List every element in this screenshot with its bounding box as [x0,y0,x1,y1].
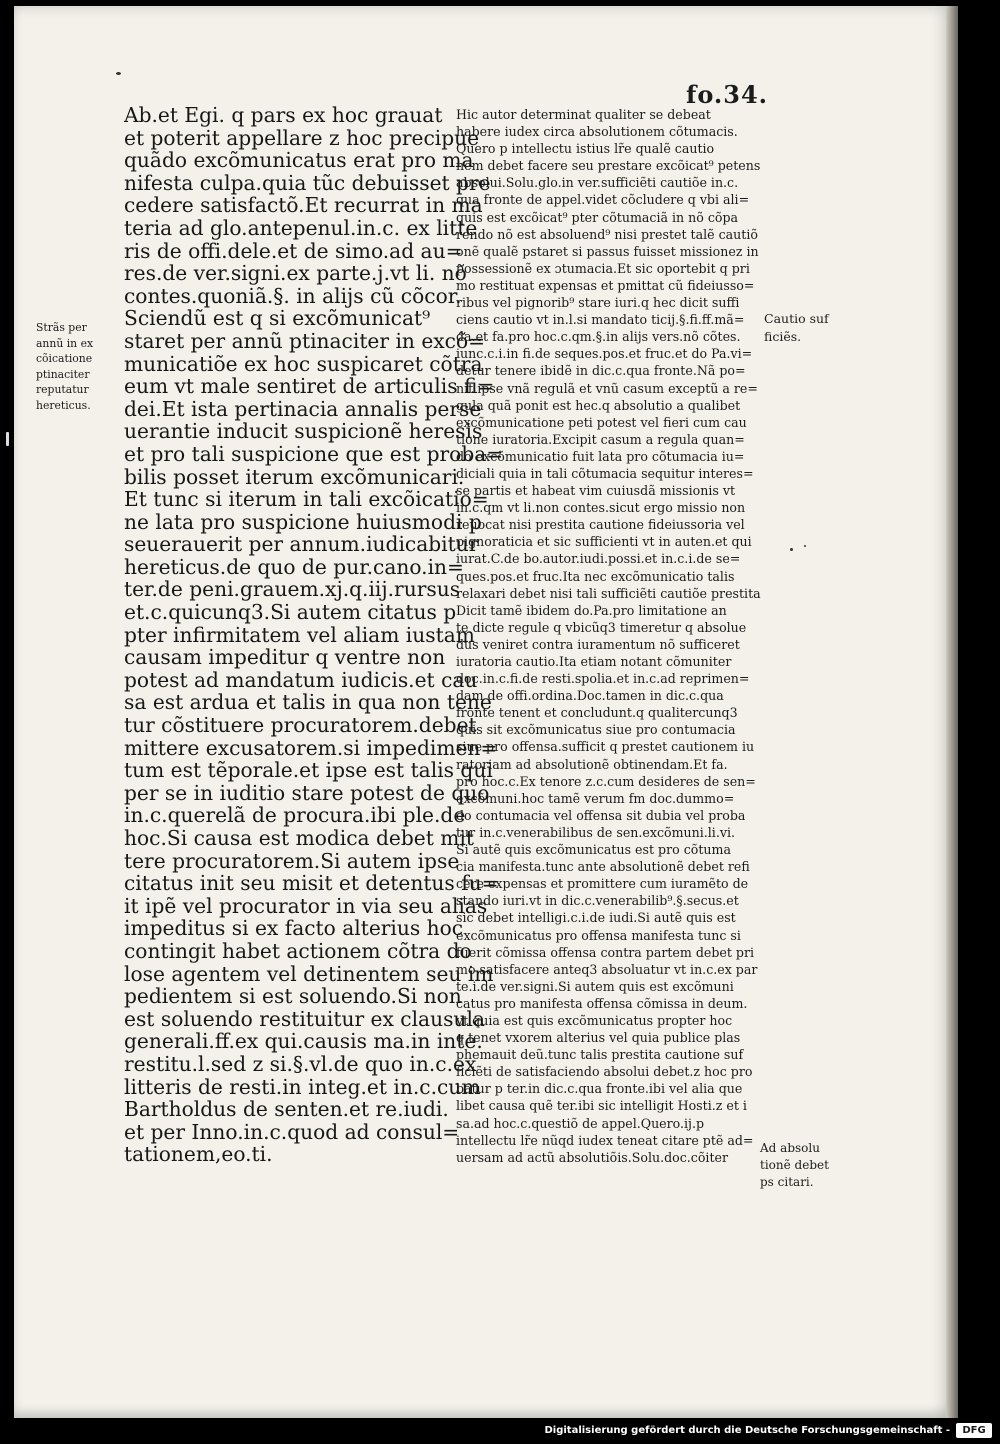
text-line: causam impeditur q ventre non [124,645,446,670]
text-line: sic debet intelligi.c.i.de iudi.Si autẽ quis est [456,910,736,926]
text-line: Si autẽ quis excõmunicatus est pro cõtuma [456,842,731,858]
text-line: sa est ardua et talis in qua non tene [124,690,492,715]
text-line: nem debet facere seu prestare excõicat⁹ petens [456,158,761,174]
text-line: contes.quoniã.§. in alijs cũ cõcor. [124,283,462,308]
right-column-text [456,106,761,1166]
margin-note-line: ps citari. [760,1175,814,1189]
text-line: eum vt male sentiret de articulis fi= [124,374,495,399]
text-line: tur in.c.venerabilibus de sen.excõmuni.li.vi. [456,824,735,840]
ink-speck [790,548,793,551]
text-line: intellectu lr̃e nũqd iudex teneat citare ptẽ ad= [456,1132,754,1148]
text-line: tum est tẽporale.et ipse est talis qui [124,758,493,783]
text-line: sa.ad hoc.c.questiõ de appel.Quero.ij.p [456,1115,705,1131]
funding-credit: Digitalisierung gefördert durch die Deutsche Forschungsgemeinschaft - [544,1425,950,1436]
text-line: da.et fa.pro hoc.c.qm.§.in alijs vers.nõ cõtes. [456,329,741,345]
text-line: cedere satisfactõ.Et recurrat in ma [124,193,483,218]
text-line: Hic autor determinat qualiter se debeat [456,107,711,122]
page-edge [946,6,958,1418]
text-line: ribus vel pignorib⁹ stare iuri.q hec dicit suffi [456,295,740,311]
text-line: et pro tali suspicione que est proba= [124,441,504,466]
text-line: nit ipse vnã regulã et vnũ casum exceptũ a re= [456,380,758,396]
text-line: pedientem si est soluendo.Si non [124,984,462,1009]
margin-note-line: ptinaciter [36,367,90,381]
text-line: potest ad mandatum iudicis.et cau [124,667,478,692]
text-line: et per Inno.in.c.quod ad consul= [124,1119,460,1144]
text-line: ficiẽti de satisfaciendo absolui debet.z hoc pro [456,1064,753,1080]
text-line: nifesta culpa.quia tũc debuisset pre [124,170,491,195]
text-line: rendo nõ est absoluend⁹ nisi prestet talẽ cautiõ [456,226,758,242]
text-line: mo satisfacere anteq3 absoluatur vt in.c.ex par [456,961,758,977]
margin-note-line: Strãs per [36,321,87,334]
text-line: in.c.qm vt li.non contes.sicut ergo missio non [456,500,746,516]
text-line: q tenet vxorem alterius vel quia publice plas [456,1030,741,1046]
text-line: qua fronte de appel.videt cõcludere q vbi ali= [456,192,750,208]
text-line: est soluendo restituitur ex clausula [124,1006,485,1031]
text-line: pter infirmitatem vel aliam iustam [124,622,475,647]
text-line: dam de offi.ordina.Doc.tamen in dic.c.qua [456,688,724,704]
text-line: in.c.querelã de procura.ibi ple.de [124,803,466,828]
text-line: vt quia est quis excõmunicatus propter hoc [456,1012,733,1028]
margin-note-right-1 [764,310,844,346]
text-line: dei.Et ista pertinacia annalis perse [124,396,482,421]
text-line: Dicit tamẽ ibidem do.Pa.pro limitatione an [456,602,727,618]
text-line: tur cõstituere procuratorem.debet [124,713,477,738]
text-line: ratoriam ad absolutionẽ obtinendam.Et fa. [456,756,728,772]
margin-note-line: annũ in ex [36,336,94,350]
text-line: uersam ad actũ absolutiõis.Solu.doc.cõiter [456,1149,728,1165]
text-line: impeditus si ex facto alterius hoc [124,916,464,941]
margin-note-line: reputatur [36,383,89,397]
text-line: cia manifesta.tunc ante absolutionẽ debet refi [456,859,750,875]
ink-speck [6,432,9,446]
text-line: diciali quia in tali cõtumacia sequitur interes= [456,465,754,481]
text-line: et poterit appellare z hoc precipue [124,125,480,150]
text-line: Sciendũ est q si excõmunicat⁹ [124,306,431,331]
text-line: habere iudex circa absolutionem cõtumacis. [456,124,738,140]
text-line: Bartholdus de senten.et re.iudi. [124,1097,449,1122]
text-line: mo restituat expensas et pmittat cũ fideiusso= [456,277,755,293]
footer-bar [0,1418,1000,1444]
text-line: it ipẽ vel procurator in via seu alias [124,893,488,918]
text-line: staret per annũ ptinaciter in excõ= [124,328,486,353]
text-line: et.c.quicunq3.Si autem citatus p [124,600,457,625]
margin-note-line: Ad absolu [760,1141,820,1155]
text-line: te.i.de ver.signi.Si autem quis est excõmuni [456,978,734,994]
margin-note-right-2 [760,1140,840,1191]
text-line: mittere excusatorem.si impedimen= [124,735,498,760]
text-line: iuratoria cautio.Ita etiam notant cõmuniter [456,654,732,669]
text-line: iurat.C.de bo.autor.iudi.possi.et in.c.i.de se= [456,551,741,567]
text-line: lose agentem vel detinentem seu im [124,961,494,986]
text-line: quis est excõicat⁹ pter cõtumaciã in nõ cõpa [456,209,739,225]
text-line: do contumacia vel offensa sit dubia vel proba [456,807,746,823]
text-line: ciens cautio vt in.l.si mandato ticij.§.fi.ff.mã= [456,312,745,328]
text-line: Quero p intellectu istius lr̃e qualẽ cautio [456,141,715,157]
text-line: citatus init seu misit et detentus fu= [124,871,499,896]
text-line: restitu.l.sed z si.§.vl.de quo in.c.ex [124,1051,477,1076]
text-line: tere procuratorem.Si autem ipse [124,848,460,873]
text-line: quãdo excõmunicatus erat pro ma [124,148,474,173]
margin-note-line: ficiẽs. [764,329,802,344]
text-line: iunc.c.i.in fi.de seques.pos.et fruc.et do Pa.vi= [456,346,753,362]
text-line: stando iuri.vt in dic.c.venerabilib⁹.§.secus.et [456,893,739,909]
text-line: cere expensas et promittere cum iuramẽto de [456,876,749,892]
text-line: contingit habet actionem cõtra do [124,938,472,963]
text-line: Et tunc si iterum in tali excõicatio= [124,487,489,512]
text-line: gula quã ponit est hec.q absolutio a qualibet [456,397,741,413]
text-line: pro hoc.c.Ex tenore z.c.cum desideres de sen= [456,773,756,789]
text-line: fuerit cõmissa offensa contra partem debet pri [456,944,755,960]
text-line: ne lata pro suspicione huiusmodi p [124,509,482,534]
text-line: ris de offi.dele.et de simo.ad au= [124,238,463,263]
text-line: doc.in.c.fi.de resti.spolia.et in.c.ad reprimen= [456,671,750,687]
text-line: teria ad glo.antepenul.in.c. ex litte [124,215,478,240]
text-line: reuocat nisi prestita cautione fideiussoria vel [456,517,745,533]
text-line: excõmunicatus pro offensa manifesta tunc si [456,927,741,943]
dfg-logo: DFG [956,1423,992,1438]
text-line: catus pro manifesta offensa cõmissa in deum. [456,995,748,1011]
text-line: tationem,eo.ti. [124,1142,273,1167]
text-line: municatiõe ex hoc suspicaret cõtra [124,351,483,376]
text-line: relaxari debet nisi tali sufficiẽti cautiõe prestita [456,585,761,601]
text-line: generali.ff.ex qui.causis ma.in inte. [124,1029,483,1054]
ink-speck [804,545,806,547]
text-line: te dicte regule q vbicũq3 timeretur q absolue [456,619,747,635]
text-line: libet causa quẽ ter.ibi sic intelligit Hosti.z et i [456,1098,747,1114]
text-line: batur p ter.in dic.c.qua fronte.ibi vel alia que [456,1081,743,1097]
left-column-text [124,103,504,1167]
text-line: se partis et habeat vim cuiusdã missionis vt [456,483,735,499]
text-line: possessionẽ ex ɔtumacia.Et sic oportebit q pri [456,260,750,276]
margin-note-line: hereticus. [36,398,91,412]
text-line: detur tenere ibidẽ in dic.c.qua fronte.Nã po= [456,363,746,379]
text-line: do excõmunicatio fuit lata pro cõtumacia iu= [456,448,745,464]
text-line: ques.pos.et fruc.Ita nec excõmunicatio talis [456,568,735,584]
text-line: excõmuni.hoc tamẽ verum fm doc.dummo= [456,790,735,806]
text-line: absolui.Solu.glo.in ver.sufficiẽti cautiõe in.c. [456,175,739,191]
text-line: siue pro offensa.sufficit q prestet cautionem iu [456,739,755,755]
text-line: bilis posset iterum excõmunicari. [124,464,465,489]
text-line: uerantie inducit suspicionẽ heresis [124,419,483,444]
margin-note-left [36,320,118,414]
margin-note-line: tionẽ debet [760,1158,829,1172]
folio-number: fo.34. [686,80,769,109]
text-line: onẽ qualẽ pstaret si passus fuisset missionez in [456,243,759,259]
text-line: seuerauerit per annum.iudicabitur [124,532,479,557]
text-line: hereticus.de quo de pur.cano.in= [124,554,464,579]
margin-note-line: Cautio suf [764,311,829,326]
text-line: res.de ver.signi.ex parte.j.vt li. nõ [124,261,467,286]
text-line: Ab.et Egi. q pars ex hoc grauat [124,103,443,127]
text-line: quis sit excõmunicatus siue pro contumacia [456,722,736,738]
text-line: pignoraticia et sic sufficienti vt in auten.et qui [456,534,752,550]
text-line: hoc.Si causa est modica debet mit [124,826,474,850]
margin-note-line: cõicatione [36,352,93,366]
text-line: fronte tenent et concludunt.q qualitercunq3 [456,705,738,721]
text-line: per se in iuditio stare potest de quo [124,780,490,805]
text-line: phemauit deũ.tunc talis prestita cautione suf [456,1047,744,1063]
text-line: excõmunicatione peti potest vel fieri cum cau [456,414,747,430]
text-line: ter.de peni.grauem.xj.q.iij.rursus [124,577,461,602]
text-line: dus veniret contra iuramentum nõ sufficeret [456,636,740,652]
text-line: tione iuratoria.Excipit casum a regula quan= [456,431,745,447]
ink-speck [116,72,121,75]
text-line: litteris de resti.in integ.et in.c.cum [124,1074,481,1099]
